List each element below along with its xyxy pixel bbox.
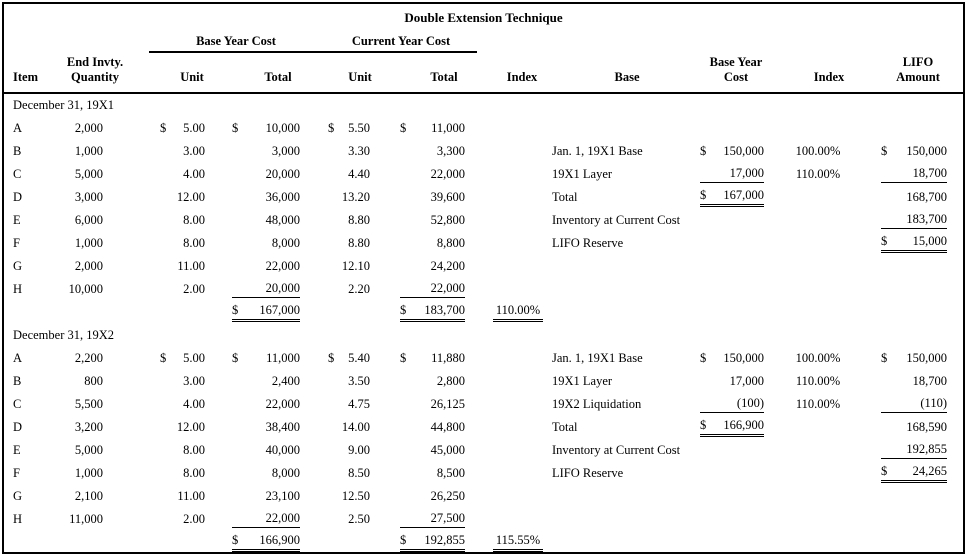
cell-item: F — [13, 466, 20, 480]
cell-ct — [370, 167, 465, 182]
column-header-current-unit: Unit — [348, 70, 372, 84]
table-row — [4, 255, 963, 278]
cell-bt — [205, 236, 300, 251]
value: 10,000 — [265, 121, 300, 135]
value: 8.00 — [183, 466, 205, 480]
table-row — [4, 117, 963, 140]
cell-item: C — [13, 167, 22, 181]
cell-cu — [300, 512, 370, 527]
cell-bu — [108, 512, 205, 527]
value: 52,800 — [430, 213, 465, 227]
cell-bt — [205, 351, 300, 366]
cell-bt — [205, 397, 300, 412]
value: 2.50 — [348, 512, 370, 526]
dollar-sign: $ — [700, 188, 707, 202]
value: 183,700 — [424, 303, 465, 317]
column-header-lifo-amount: LIFO Amount — [896, 55, 940, 84]
cell-bt — [205, 511, 300, 528]
value: 18,700 — [912, 166, 947, 180]
cell-qty: 5,500 — [74, 397, 103, 411]
cell-qty: 1,000 — [74, 144, 103, 158]
cell-lbl: LIFO Reserve — [552, 466, 624, 480]
value: 5.40 — [348, 351, 370, 365]
cell-item: E — [13, 213, 21, 227]
value: 44,800 — [430, 420, 465, 434]
cell-cu — [300, 144, 370, 159]
value: 27,500 — [430, 511, 465, 525]
value: 8,000 — [271, 466, 300, 480]
value: 11,000 — [431, 121, 465, 135]
value: 12.10 — [341, 259, 370, 273]
value: 150,000 — [723, 144, 764, 158]
value: 40,000 — [265, 443, 300, 457]
cell-bu — [108, 144, 205, 159]
value: 2,400 — [271, 374, 300, 388]
value: (100) — [736, 396, 764, 410]
cell-cu — [300, 443, 370, 458]
value: 3.50 — [348, 374, 370, 388]
value: 5.50 — [348, 121, 370, 135]
cell-lbl: Jan. 1, 19X1 Base — [552, 351, 643, 365]
table-header — [4, 4, 963, 94]
value: 20,000 — [265, 167, 300, 181]
value: 11,880 — [431, 351, 465, 365]
cell-cu — [300, 213, 370, 228]
cell-cu — [300, 351, 370, 366]
value: 14.00 — [341, 420, 370, 434]
total-row — [4, 301, 963, 324]
cell-qty: 11,000 — [69, 512, 103, 526]
value: 15,000 — [912, 234, 947, 248]
value: 8,500 — [436, 466, 465, 480]
cell-qty: 10,000 — [68, 282, 103, 296]
value: 168,590 — [906, 420, 947, 434]
cell-byc — [700, 351, 764, 366]
cell-qty: 2,200 — [74, 351, 103, 365]
table-row — [4, 186, 963, 209]
column-group-current-year-cost: Current Year Cost — [351, 34, 451, 48]
cell-item: C — [13, 397, 22, 411]
cell-qty: 5,000 — [74, 167, 103, 181]
cell-ct — [370, 144, 465, 159]
cell-bu — [108, 282, 205, 297]
cell-cu — [300, 374, 370, 389]
cell-ct — [370, 511, 465, 528]
cell-lifo — [848, 374, 963, 389]
dollar-sign: $ — [328, 121, 335, 135]
value: 2,800 — [436, 374, 465, 388]
dollar-sign: $ — [232, 351, 239, 365]
cell-ct — [370, 443, 465, 458]
cell-ct — [370, 213, 465, 228]
cell-lifo — [848, 351, 963, 366]
cell-item: A — [13, 121, 23, 135]
dollar-sign: $ — [232, 121, 239, 135]
value: 17,000 — [729, 166, 764, 180]
cell-bt — [205, 489, 300, 504]
value: 8,800 — [436, 236, 465, 250]
cell-qty: 2,000 — [74, 121, 103, 135]
cell-lbl: Total — [552, 190, 578, 204]
group-underline-rule — [149, 51, 477, 53]
value: 8.00 — [183, 236, 205, 250]
cell-item: G — [13, 259, 23, 273]
cell-byc — [700, 188, 764, 207]
table-row — [4, 462, 963, 485]
cell-bu — [108, 167, 205, 182]
cell-ct — [370, 303, 465, 322]
table-row — [4, 140, 963, 163]
cell-byc — [700, 418, 764, 437]
cell-cu — [300, 466, 370, 481]
table-row — [4, 278, 963, 301]
cell-ct — [370, 259, 465, 274]
value: 2.20 — [348, 282, 370, 296]
cell-idx2: 110.00% — [795, 397, 841, 411]
table-row — [4, 439, 963, 462]
cell-bu — [108, 213, 205, 228]
cell-qty: 800 — [84, 374, 103, 388]
value: 12.00 — [176, 420, 205, 434]
cell-item: B — [13, 374, 22, 388]
cell-ct — [370, 190, 465, 205]
dollar-sign: $ — [881, 144, 888, 158]
dollar-sign: $ — [232, 303, 239, 317]
cell-idx2: 100.00% — [795, 351, 841, 365]
cell-lifo — [848, 420, 963, 435]
cell-ct — [370, 420, 465, 435]
cell-lbl: Inventory at Current Cost — [552, 443, 681, 457]
value: 8.00 — [183, 443, 205, 457]
section-row — [4, 94, 963, 117]
cell-lbl: 19X1 Layer — [552, 167, 613, 181]
dollar-sign: $ — [700, 418, 707, 432]
value: 3.00 — [183, 374, 205, 388]
cell-byc — [700, 144, 764, 159]
value: 8.80 — [348, 213, 370, 227]
cell-idx2: 100.00% — [795, 144, 841, 158]
cell-lbl: Jan. 1, 19X1 Base — [552, 144, 643, 158]
cell-bt — [205, 213, 300, 228]
value: 48,000 — [265, 213, 300, 227]
dollar-sign: $ — [400, 351, 407, 365]
table-row — [4, 209, 963, 232]
cell-qty: 2,000 — [74, 259, 103, 273]
cell-bt — [205, 259, 300, 274]
column-header-base-total: Total — [264, 70, 292, 84]
value: 2.00 — [183, 282, 205, 296]
cell-ct — [370, 397, 465, 412]
cell-lifo — [848, 234, 963, 253]
cell-idx: 110.00% — [465, 303, 543, 322]
cell-bu — [108, 443, 205, 458]
cell-bu — [108, 121, 205, 136]
cell-qty: 3,000 — [74, 190, 103, 204]
cell-item: A — [13, 351, 23, 365]
value: 22,000 — [430, 281, 465, 295]
value: 167,000 — [723, 188, 764, 202]
dollar-sign: $ — [700, 144, 707, 158]
cell-cu — [300, 420, 370, 435]
cell-qty: 5,000 — [74, 443, 103, 457]
cell-ct — [370, 351, 465, 366]
cell-cu — [300, 282, 370, 297]
value: 17,000 — [729, 374, 764, 388]
value: 26,250 — [430, 489, 465, 503]
cell-cu — [300, 167, 370, 182]
cell-ct — [370, 489, 465, 504]
cell-lbl: 19X1 Layer — [552, 374, 613, 388]
value: 23,100 — [265, 489, 300, 503]
value: 20,000 — [265, 281, 300, 295]
value: 8.00 — [183, 213, 205, 227]
cell-bu — [108, 466, 205, 481]
cell-qty: 2,100 — [74, 489, 103, 503]
value: 36,000 — [265, 190, 300, 204]
cell-bu — [108, 236, 205, 251]
cell-qty: 1,000 — [74, 236, 103, 250]
value: 26,125 — [430, 397, 465, 411]
dollar-sign: $ — [160, 351, 167, 365]
cell-item: F — [13, 236, 20, 250]
value: 192,855 — [424, 533, 465, 547]
cell-lifo — [848, 442, 963, 459]
table-row — [4, 508, 963, 531]
cell-idx2: 110.00% — [795, 167, 841, 181]
cell-bt — [205, 303, 300, 322]
cell-lifo — [848, 166, 963, 183]
cell-qty: 1,000 — [74, 466, 103, 480]
value: 8.50 — [348, 466, 370, 480]
dollar-sign: $ — [881, 351, 888, 365]
value: 22,000 — [265, 397, 300, 411]
table-row — [4, 416, 963, 439]
cell-qty: 6,000 — [74, 213, 103, 227]
cell-item: G — [13, 489, 23, 503]
dollar-sign: $ — [232, 533, 239, 547]
cell-bu — [108, 351, 205, 366]
cell-lifo — [848, 464, 963, 483]
cell-ct — [370, 281, 465, 298]
cell-bt — [205, 121, 300, 136]
table-row — [4, 393, 963, 416]
column-header-item: Item — [13, 70, 38, 84]
cell-cu — [300, 259, 370, 274]
cell-lbl: Total — [552, 420, 578, 434]
cell-bt — [205, 443, 300, 458]
total-row — [4, 531, 963, 554]
dollar-sign: $ — [400, 303, 407, 317]
value: 39,600 — [430, 190, 465, 204]
cell-ct — [370, 374, 465, 389]
cell-byc — [700, 374, 764, 389]
cell-idx2: 110.00% — [795, 374, 841, 388]
value: 192,855 — [906, 442, 947, 456]
column-header-base-year-cost: Base Year Cost — [709, 55, 763, 84]
cell-item: E — [13, 443, 21, 457]
column-header-index-left: Index — [506, 70, 538, 84]
section-label: December 31, 19X1 — [13, 98, 115, 112]
cell-cu — [300, 190, 370, 205]
value: 22,000 — [265, 511, 300, 525]
cell-cu — [300, 236, 370, 251]
value: 166,900 — [259, 533, 300, 547]
value: (110) — [920, 396, 947, 410]
cell-byc — [700, 396, 764, 413]
cell-bu — [108, 374, 205, 389]
value: 11.00 — [177, 259, 205, 273]
cell-lbl: LIFO Reserve — [552, 236, 624, 250]
value: 3.00 — [183, 144, 205, 158]
value: 167,000 — [259, 303, 300, 317]
value: 4.75 — [348, 397, 370, 411]
cell-lbl: 19X2 Liquidation — [552, 397, 642, 411]
table-row — [4, 347, 963, 370]
dollar-sign: $ — [160, 121, 167, 135]
cell-bt — [205, 533, 300, 552]
cell-cu — [300, 121, 370, 136]
value: 183,700 — [906, 212, 947, 226]
cell-cu — [300, 397, 370, 412]
cell-item: D — [13, 190, 23, 204]
value: 38,400 — [265, 420, 300, 434]
cell-idx: 115.55% — [465, 533, 543, 552]
cell-bt — [205, 167, 300, 182]
value: 5.00 — [183, 351, 205, 365]
page-title: Double Extension Technique — [404, 10, 563, 25]
value: 12.50 — [341, 489, 370, 503]
cell-bu — [108, 259, 205, 274]
value: 150,000 — [906, 351, 947, 365]
value: 3.30 — [348, 144, 370, 158]
table-row — [4, 485, 963, 508]
cell-lifo — [848, 190, 963, 205]
cell-ct — [370, 236, 465, 251]
value: 12.00 — [176, 190, 205, 204]
cell-lifo — [848, 144, 963, 159]
section-label: December 31, 19X2 — [13, 328, 115, 342]
cell-bt — [205, 281, 300, 298]
dollar-sign: $ — [400, 121, 407, 135]
cell-item: H — [13, 282, 23, 296]
double-extension-table — [2, 2, 965, 554]
cell-lbl: Inventory at Current Cost — [552, 213, 681, 227]
value: 8,000 — [271, 236, 300, 250]
dollar-sign: $ — [400, 533, 407, 547]
value: 11,000 — [266, 351, 300, 365]
value: 150,000 — [723, 351, 764, 365]
table-row — [4, 163, 963, 186]
value: 150,000 — [906, 144, 947, 158]
value: 24,265 — [912, 464, 947, 478]
cell-bt — [205, 420, 300, 435]
cell-ct — [370, 121, 465, 136]
column-header-index-right: Index — [813, 70, 845, 84]
table-row — [4, 370, 963, 393]
column-header-base-unit: Unit — [180, 70, 204, 84]
column-header-quantity: End Invty. Quantity — [66, 55, 124, 84]
cell-ct — [370, 466, 465, 481]
value: 18,700 — [912, 374, 947, 388]
value: 8.80 — [348, 236, 370, 250]
value: 3,000 — [271, 144, 300, 158]
cell-bt — [205, 466, 300, 481]
table-body — [4, 94, 963, 554]
cell-bu — [108, 420, 205, 435]
cell-qty: 3,200 — [74, 420, 103, 434]
cell-ct — [370, 533, 465, 552]
value: 4.00 — [183, 167, 205, 181]
cell-lifo — [848, 396, 963, 413]
value: 4.00 — [183, 397, 205, 411]
value: 2.00 — [183, 512, 205, 526]
value: 13.20 — [341, 190, 370, 204]
value: 166,900 — [723, 418, 764, 432]
column-header-base: Base — [614, 70, 640, 84]
dollar-sign: $ — [328, 351, 335, 365]
value: 45,000 — [430, 443, 465, 457]
column-header-current-total: Total — [430, 70, 458, 84]
dollar-sign: $ — [881, 234, 888, 248]
cell-lifo — [848, 212, 963, 229]
cell-bt — [205, 374, 300, 389]
value: 9.00 — [348, 443, 370, 457]
value: 3,300 — [436, 144, 465, 158]
dollar-sign: $ — [881, 464, 888, 478]
value: 22,000 — [430, 167, 465, 181]
value: 168,700 — [906, 190, 947, 204]
cell-cu — [300, 489, 370, 504]
value: 5.00 — [183, 121, 205, 135]
cell-byc — [700, 166, 764, 183]
dollar-sign: $ — [700, 351, 707, 365]
cell-item: D — [13, 420, 23, 434]
cell-item: H — [13, 512, 23, 526]
cell-bt — [205, 144, 300, 159]
column-group-base-year-cost: Base Year Cost — [196, 34, 276, 48]
value: 22,000 — [265, 259, 300, 273]
value: 4.40 — [348, 167, 370, 181]
section-row — [4, 324, 963, 347]
table-row — [4, 232, 963, 255]
cell-bu — [108, 397, 205, 412]
cell-bu — [108, 190, 205, 205]
cell-item: B — [13, 144, 22, 158]
value: 24,200 — [430, 259, 465, 273]
cell-bu — [108, 489, 205, 504]
cell-bt — [205, 190, 300, 205]
value: 11.00 — [177, 489, 205, 503]
